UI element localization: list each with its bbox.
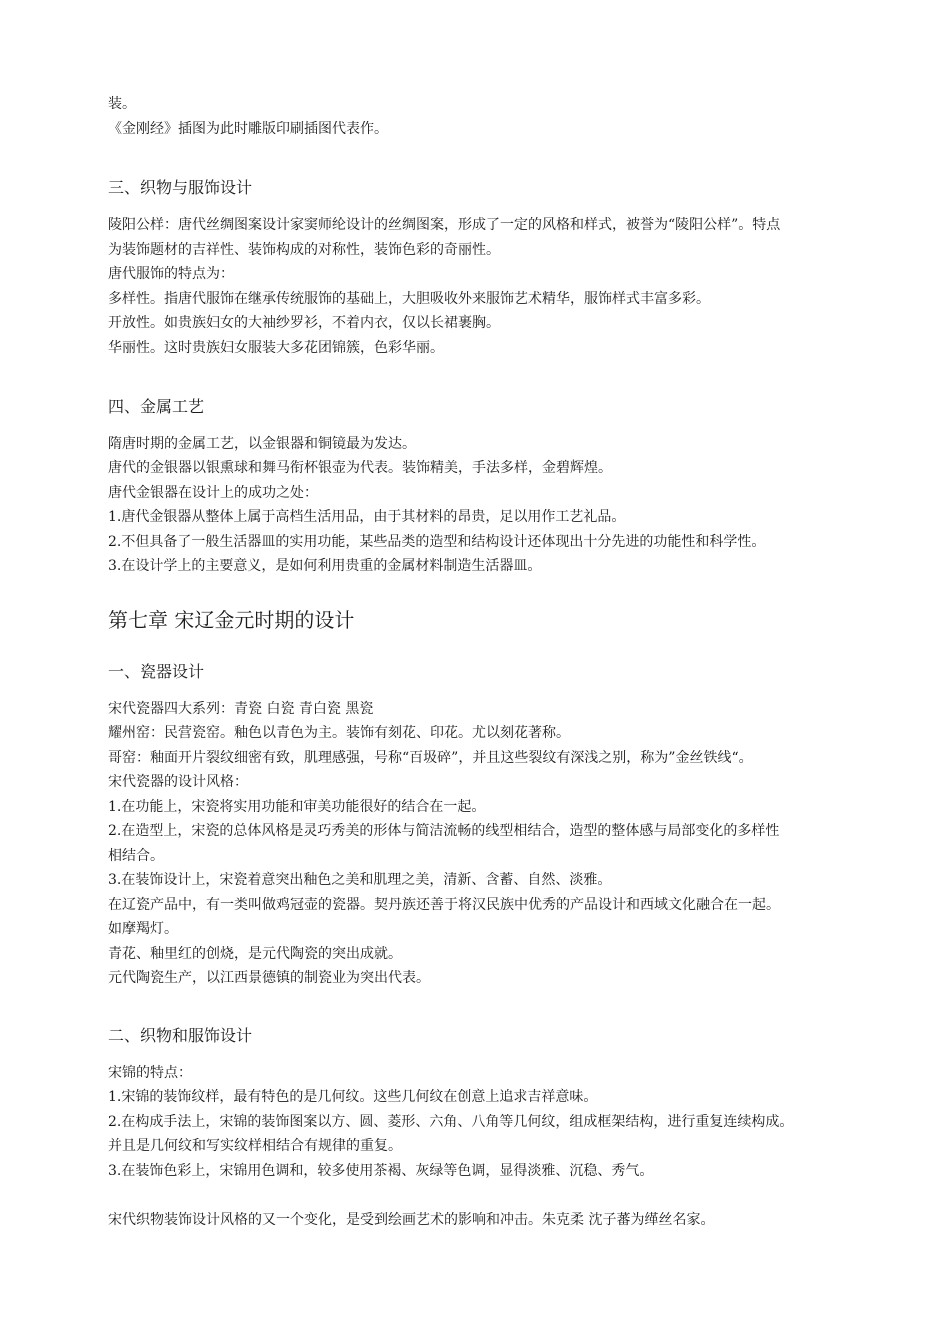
text-line: 宋代瓷器四大系列：青瓷 白瓷 青白瓷 黑瓷: [108, 701, 374, 717]
text-line: 并且是几何纹和写实纹样相结合有规律的重复。: [108, 1138, 402, 1154]
text-line: 宋代织物装饰设计风格的又一个变化，是受到绘画艺术的影响和冲击。朱克柔 沈子蕃为缂丝名家。: [108, 1212, 715, 1228]
text-line: 如摩羯灯。: [108, 921, 178, 937]
section-heading: 一、瓷器设计: [108, 662, 205, 681]
text-line: 2.不但具备了一般生活器皿的实用功能，某些品类的造型和结构设计还体现出十分先进的功能性和科学性。: [108, 534, 766, 550]
text-line: 2.在造型上，宋瓷的总体风格是灵巧秀美的形体与简洁流畅的线型相结合，造型的整体感与局部变化的多样性: [108, 823, 780, 839]
text-line: 1.唐代金银器从整体上属于高档生活用品，由于其材料的昂贵，足以用作工艺礼品。: [108, 509, 626, 525]
text-line: 1.宋锦的装饰纹样，最有特色的是几何纹。这些几何纹在创意上追求吉祥意味。: [108, 1089, 598, 1105]
text-line: 多样性。指唐代服饰在继承传统服饰的基础上，大胆吸收外来服饰艺术精华，服饰样式丰富多彩。: [108, 291, 710, 307]
text-line: 唐代服饰的特点为：: [108, 266, 234, 282]
text-line: 宋代瓷器的设计风格：: [108, 774, 248, 790]
text-line: 3.在设计学上的主要意义，是如何利用贵重的金属材料制造生活器皿。: [108, 558, 542, 574]
text-line: 在辽瓷产品中，有一类叫做鸡冠壶的瓷器。契丹族还善于将汉民族中优秀的产品设计和西域文化融合在一起。: [108, 897, 780, 913]
section-heading: 二、织物和服饰设计: [108, 1026, 253, 1045]
text-line: 唐代金银器在设计上的成功之处：: [108, 485, 318, 501]
text-line: 哥窑：釉面开片裂纹细密有致，肌理感强，号称“百圾碎”，并且这些裂纹有深浅之别，称为”金丝铁线“。: [108, 750, 753, 766]
section-heading: 三、织物与服饰设计: [108, 178, 253, 197]
text-line: 耀州窑：民营瓷窑。釉色以青色为主。装饰有刻花、印花。尤以刻花著称。: [108, 725, 570, 741]
text-line: 《金刚经》插图为此时雕版印刷插图代表作。: [108, 121, 388, 137]
text-line: 青花、釉里红的创烧，是元代陶瓷的突出成就。: [108, 946, 402, 962]
text-line: 元代陶瓷生产，以江西景德镇的制瓷业为突出代表。: [108, 970, 430, 986]
text-line: 华丽性。这时贵族妇女服装大多花团锦簇，色彩华丽。: [108, 340, 444, 356]
text-line: 唐代的金银器以银熏球和舞马衔杯银壶为代表。装饰精美，手法多样，金碧辉煌。: [108, 460, 612, 476]
text-line: 装。: [108, 96, 136, 112]
chapter-title: 第七章 宋辽金元时期的设计: [108, 608, 355, 632]
text-line: 相结合。: [108, 848, 164, 864]
section-heading: 四、金属工艺: [108, 397, 205, 416]
text-line: 开放性。如贵族妇女的大袖纱罗衫，不着内衣，仅以长裙裹胸。: [108, 315, 500, 331]
text-line: 3.在装饰色彩上，宋锦用色调和，较多使用茶褐、灰绿等色调，显得淡雅、沉稳、秀气。: [108, 1163, 654, 1179]
text-line: 隋唐时期的金属工艺，以金银器和铜镜最为发达。: [108, 436, 416, 452]
text-line: 3.在装饰设计上，宋瓷着意突出釉色之美和肌理之美，清新、含蓄、自然、淡雅。: [108, 872, 612, 888]
text-line: 2.在构成手法上，宋锦的装饰图案以方、圆、菱形、六角、八角等几何纹，组成框架结构，进行重复连续构成。: [108, 1114, 794, 1130]
text-line: 为装饰题材的吉祥性、装饰构成的对称性，装饰色彩的奇丽性。: [108, 242, 500, 258]
text-line: 宋锦的特点：: [108, 1065, 192, 1081]
text-line: 1.在功能上，宋瓷将实用功能和审美功能很好的结合在一起。: [108, 799, 486, 815]
text-line: 陵阳公样：唐代丝绸图案设计家窦师纶设计的丝绸图案，形成了一定的风格和样式，被誉为“陵阳公样”。特点: [108, 217, 781, 233]
